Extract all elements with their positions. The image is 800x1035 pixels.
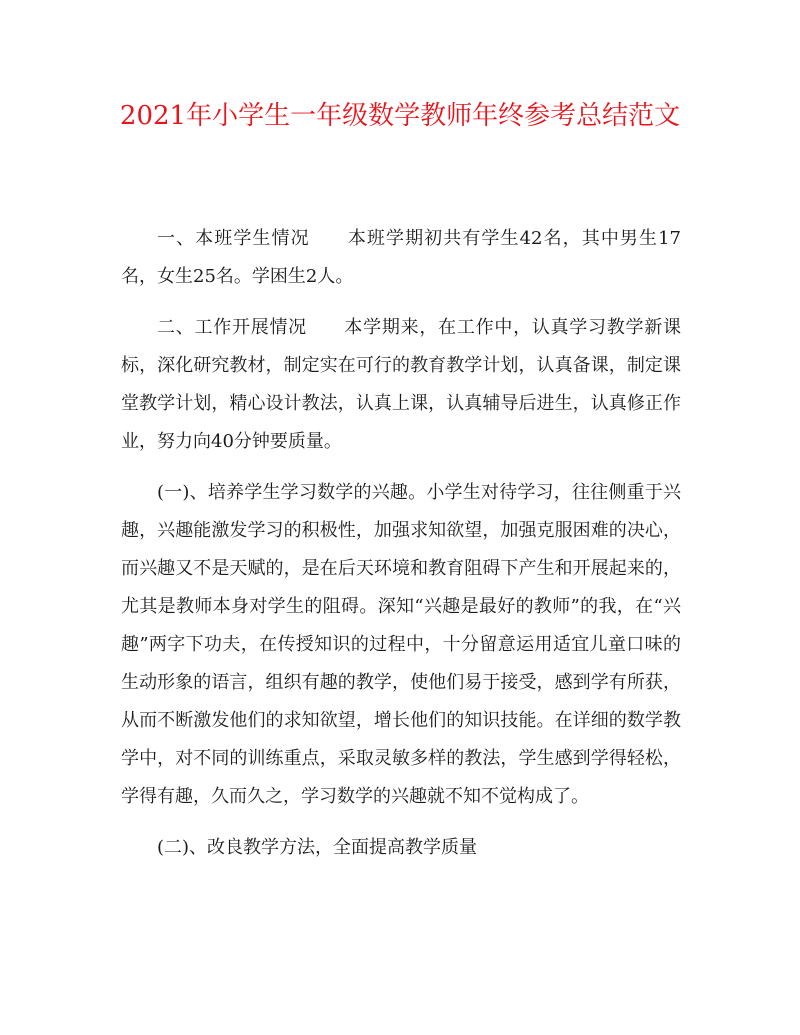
paragraph-improve-methods: (二)、改良教学方法，全面提高教学质量 (157, 837, 478, 858)
paragraph-cultivate-interest: (一)、培养学生学习数学的兴趣。小学生对待学习，往往侧重于兴趣，兴趣能激发学习的积极性，加强求知欲望，加强克服困难的决心，而兴趣又不是天赋的，是在后天环境和教育阻碍下产生和开展起来的，尤其是教师本身对学生的阻碍。深知“兴趣是最好的教师”的我，在“兴趣”两字下功夫，在传授知识的过程中，十分留意运用适宜儿童口味的生动形象的语言，组织有趣的教学，使他们易于接受，感到学有所获，从而不断激发他们的求知欲望，增长他们的知识技能。在详细的数学教学中，对不同的训练重点，采取灵敏多样的教法，学生感到学得轻松，学得有趣，久而久之，学习数学的兴趣就不知不觉构成了。 (121, 482, 681, 807)
document-body (121, 220, 681, 880)
paragraph-work-progress: 二、工作开展情况 本学期来，在工作中，认真学习教学新课标，深化研究教材，制定实在可行的教育教学计划，认真备课，制定课堂教学计划，精心设计教法，认真上课，认真辅导后进生，认真修正作业，努力向40分钟要质量。 (121, 317, 681, 452)
paragraph-class-situation: 一、本班学生情况 本班学期初共有学生42名，其中男生17名，女生25名。学困生2人。 (121, 228, 681, 287)
document-title: 2021年小学生一年级数学教师年终参考总结范文 (119, 101, 681, 131)
